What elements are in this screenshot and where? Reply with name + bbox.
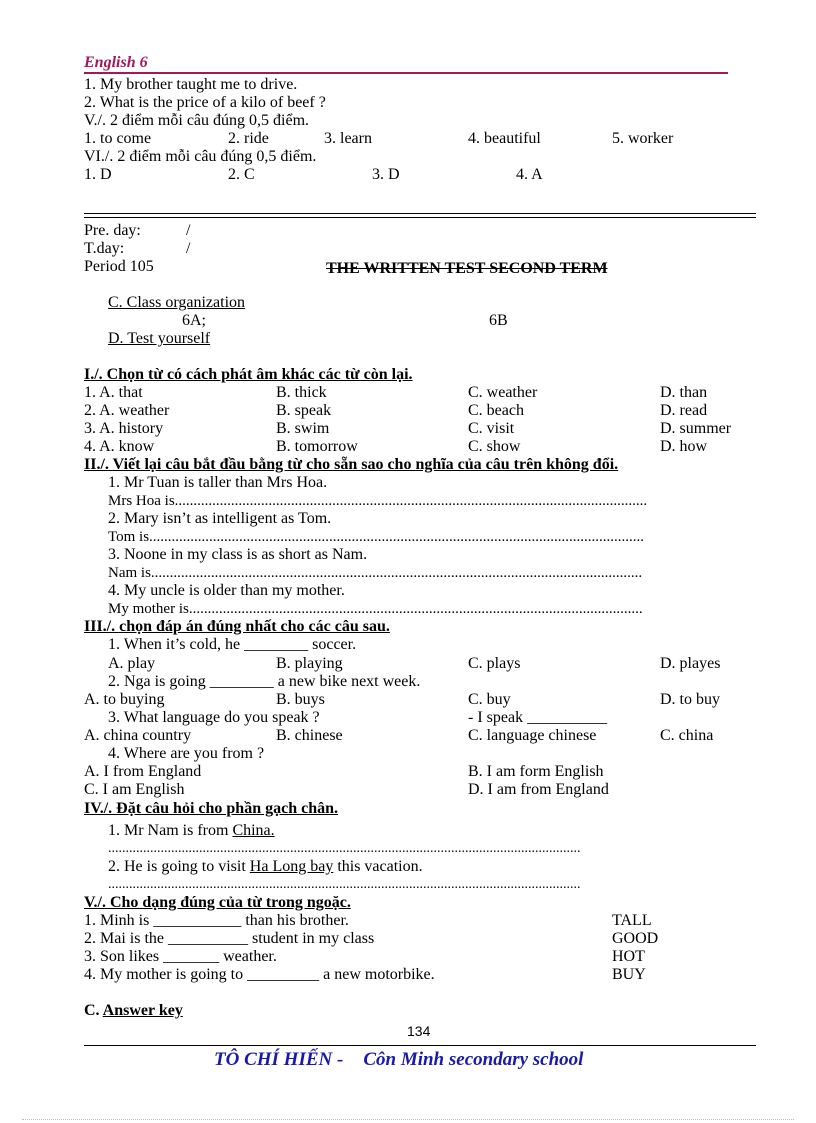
- option: C. china: [660, 727, 714, 744]
- option: 2. A. weather: [84, 402, 170, 419]
- answer-blank: .......................................................................................................................................: [108, 841, 581, 856]
- underlined-part: Ha Long bay: [249, 858, 334, 875]
- page-number: 134: [407, 1023, 431, 1039]
- answer-line: 2. What is the price of a kilo of beef ?: [84, 94, 326, 111]
- question: 4. Where are you from ?: [108, 745, 265, 762]
- footer-rule: [84, 1045, 756, 1046]
- question-reply: - I speak __________: [468, 709, 608, 726]
- answer-option: 2. ride: [228, 130, 269, 147]
- class-organization: C. Class organization: [108, 294, 246, 311]
- word-in-brackets: HOT: [612, 948, 645, 965]
- sentence: 2. Mai is the __________ student in my class: [84, 930, 375, 947]
- answer-blank: Mrs Hoa is..............................................................................................................................: [108, 493, 648, 509]
- question: 3. What language do you speak ?: [108, 709, 320, 726]
- test-yourself: D. Test yourself: [108, 330, 211, 347]
- answer-key-label: Answer key: [102, 1002, 183, 1019]
- answer-option: 4. A: [516, 166, 543, 183]
- option: C. plays: [468, 655, 521, 672]
- option: B. thick: [276, 384, 327, 401]
- word-in-brackets: GOOD: [612, 930, 659, 947]
- date-slash: /: [186, 240, 191, 257]
- option: 1. A. that: [84, 384, 143, 401]
- t-day-label: T.day:: [84, 240, 125, 257]
- class-6a: 6A;: [182, 312, 206, 329]
- question: [108, 858, 423, 876]
- question: 1. When it’s cold, he ________ soccer.: [108, 636, 357, 653]
- option: A. to buying: [84, 691, 165, 708]
- answer-option: 2. C: [228, 166, 255, 183]
- option: C. buy: [468, 691, 511, 708]
- option: D. than: [660, 384, 708, 401]
- option: D. to buy: [660, 691, 720, 708]
- question: 3. Noone in my class is as short as Nam.: [108, 546, 368, 563]
- answer-option: 1. D: [84, 166, 112, 183]
- option: D. how: [660, 438, 708, 455]
- answer-line: V./. 2 điểm mỗi câu đúng 0,5 điểm.: [84, 112, 310, 129]
- option: D. summer: [660, 420, 732, 437]
- option: C. beach: [468, 402, 524, 419]
- option: A. china country: [84, 727, 192, 744]
- footer-school: Côn Minh secondary school: [363, 1049, 584, 1070]
- question: 2. Nga is going ________ a new bike next week.: [108, 673, 421, 690]
- answer-blank: My mother is.........................................................................................................................: [108, 601, 643, 617]
- header-title: English 6: [84, 54, 148, 71]
- question: [108, 822, 275, 840]
- option: C. show: [468, 438, 521, 455]
- class-6b: 6B: [489, 312, 508, 329]
- date-slash: /: [186, 222, 191, 239]
- separator-rule: [84, 217, 756, 218]
- sentence: 4. My mother is going to _________ a new motorbike.: [84, 966, 435, 983]
- answer-blank: Nam is...................................................................................................................................: [108, 565, 643, 581]
- question-text: this vacation.: [333, 858, 423, 875]
- option: C. language chinese: [468, 727, 597, 744]
- question-text: 1. Mr Nam is from: [108, 822, 233, 839]
- word-in-brackets: TALL: [612, 912, 652, 929]
- option: C. visit: [468, 420, 515, 437]
- option: C. I am English: [84, 781, 185, 798]
- answer-line: VI./. 2 điểm mỗi câu đúng 0,5 điểm.: [84, 148, 317, 165]
- answer-key-heading: [84, 1002, 183, 1020]
- word-in-brackets: BUY: [612, 966, 646, 983]
- answer-blank: Tom is....................................................................................................................................: [108, 529, 645, 545]
- option: 4. A. know: [84, 438, 155, 455]
- option: A. play: [108, 655, 156, 672]
- question: 1. Mr Tuan is taller than Mrs Hoa.: [108, 474, 328, 491]
- option: B. playing: [276, 655, 343, 672]
- option: A. I from England: [84, 763, 202, 780]
- option: B. speak: [276, 402, 332, 419]
- answer-blank: .......................................................................................................................................: [108, 877, 581, 892]
- question: 2. Mary isn’t as intelligent as Tom.: [108, 510, 332, 527]
- sentence: 1. Minh is ___________ than his brother.: [84, 912, 349, 929]
- section-heading: II./. Viết lại câu bắt đầu bằng từ cho sẵn sao cho nghĩa của câu trên không đổi.: [84, 456, 619, 473]
- answer-option: 5. worker: [612, 130, 674, 147]
- option: D. I am from England: [468, 781, 609, 798]
- option: B. I am form English: [468, 763, 604, 780]
- option: D. playes: [660, 655, 721, 672]
- section-heading: III./. chọn đáp án đúng nhất cho các câu sau.: [84, 618, 390, 635]
- option: 3. A. history: [84, 420, 164, 437]
- separator-rule: [84, 213, 756, 214]
- period-label: Period 105: [84, 258, 154, 275]
- option: C. weather: [468, 384, 538, 401]
- option: B. tomorrow: [276, 438, 358, 455]
- footer: [214, 1048, 583, 1072]
- answer-key-prefix: C.: [84, 1002, 103, 1019]
- question-text: 2. He is going to visit: [108, 858, 250, 875]
- option: B. buys: [276, 691, 325, 708]
- answer-option: 4. beautiful: [468, 130, 541, 147]
- sentence: 3. Son likes _______ weather.: [84, 948, 277, 965]
- page-border: [22, 1119, 794, 1120]
- answer-line: 1. My brother taught me to drive.: [84, 76, 298, 93]
- option: B. swim: [276, 420, 330, 437]
- question: 4. My uncle is older than my mother.: [108, 582, 345, 599]
- answer-option: 3. D: [372, 166, 400, 183]
- section-heading: I./. Chọn từ có cách phát âm khác các từ còn lại.: [84, 366, 413, 383]
- header-rule: [84, 72, 728, 74]
- footer-author: TÔ CHÍ HIẾN -: [214, 1049, 344, 1070]
- pre-day-label: Pre. day:: [84, 222, 141, 239]
- answer-option: 3. learn: [324, 130, 372, 147]
- option: D. read: [660, 402, 708, 419]
- underlined-part: China.: [232, 822, 275, 839]
- test-title: THE WRITTEN TEST SECOND TERM: [326, 260, 608, 277]
- option: B. chinese: [276, 727, 343, 744]
- section-heading: V./. Cho dạng đúng của từ trong ngoặc.: [84, 894, 351, 911]
- section-heading: IV./. Đặt câu hỏi cho phần gạch chân.: [84, 800, 338, 817]
- answer-option: 1. to come: [84, 130, 152, 147]
